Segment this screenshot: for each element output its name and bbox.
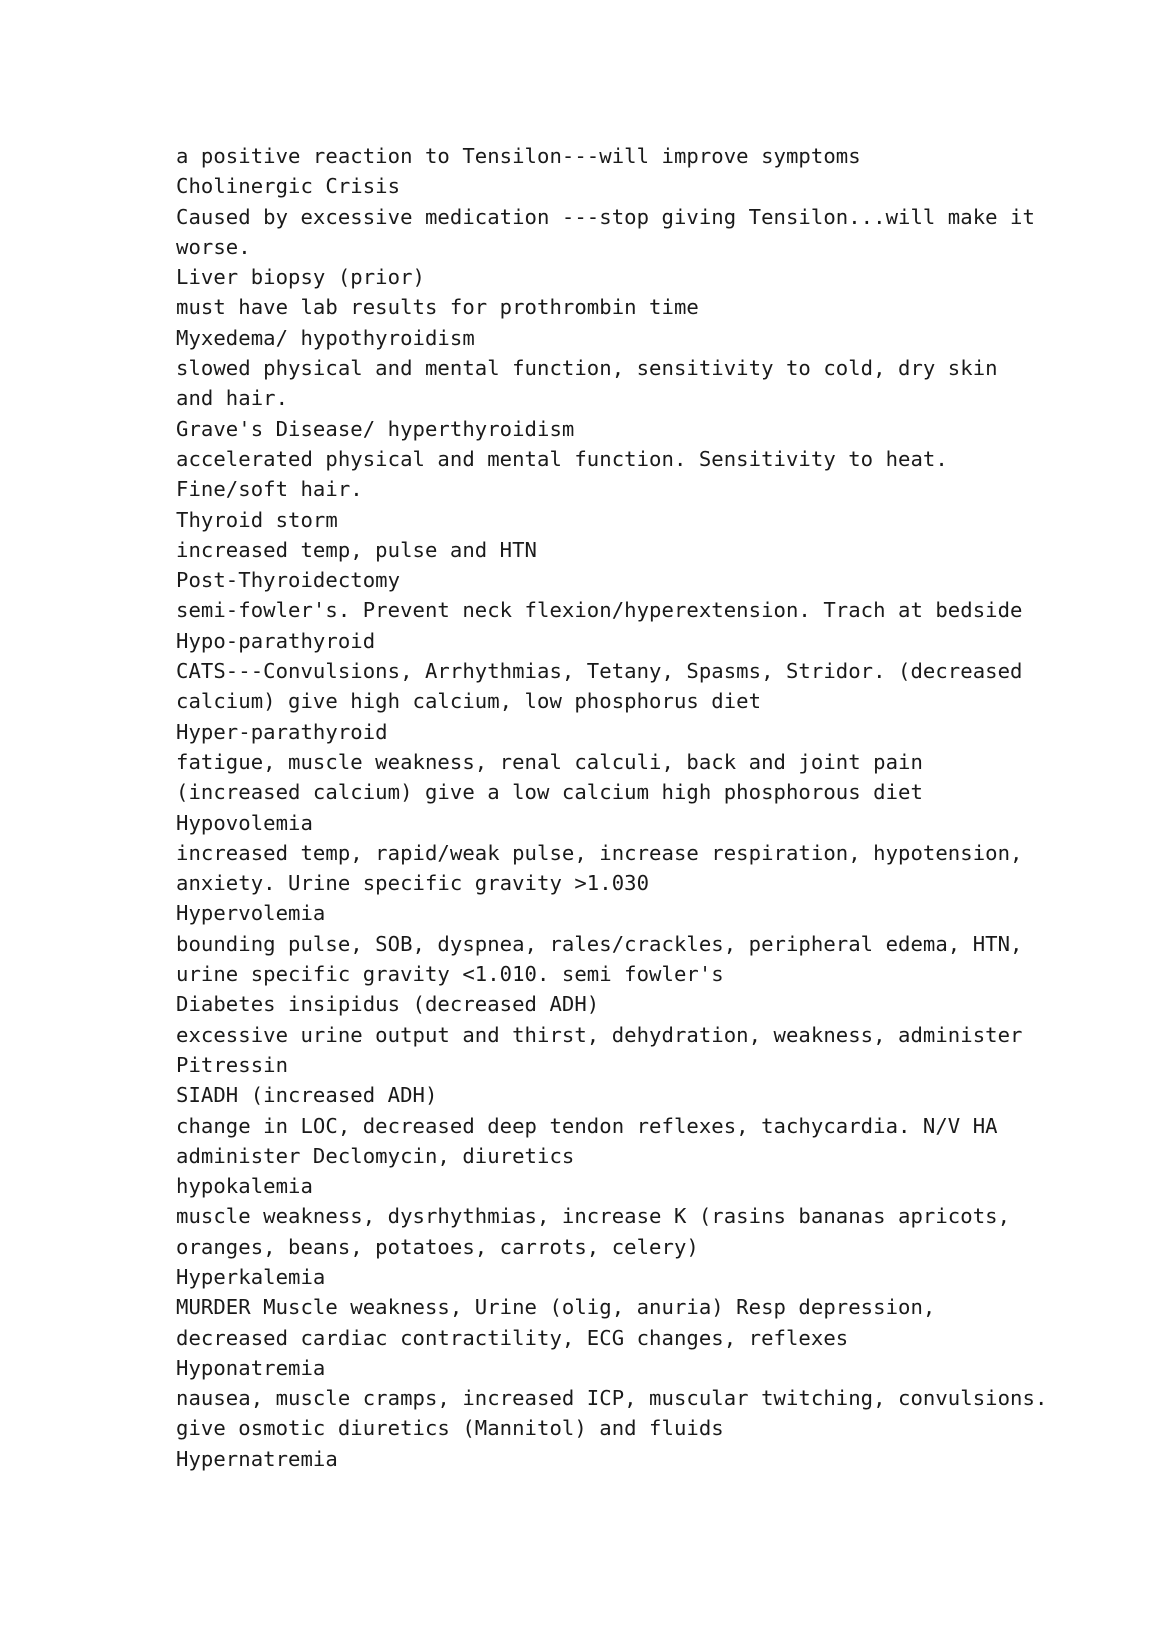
text-line: Thyroid storm — [176, 507, 338, 532]
text-line: Cholinergic Crisis — [176, 174, 401, 199]
text-line: Grave's Disease/ hyperthyroidism — [176, 416, 575, 441]
text-line: excessive urine output and thirst, dehydration, weakness, administer — [176, 1022, 1023, 1047]
text-line: give osmotic diuretics (Mannitol) and fluids — [176, 1416, 724, 1441]
text-line: Pitressin — [176, 1052, 289, 1077]
text-line: Post-Thyroidectomy — [176, 568, 401, 593]
text-line: decreased cardiac contractility, ECG changes, reflexes — [176, 1325, 849, 1350]
text-line: and hair. — [176, 386, 289, 411]
text-line: urine specific gravity <1.010. semi fowler's — [176, 962, 724, 987]
text-line: Hyponatremia — [176, 1355, 326, 1380]
text-line: Liver biopsy (prior) — [176, 265, 425, 290]
text-line: (increased calcium) give a low calcium high phosphorous diet — [176, 780, 923, 805]
text-line: bounding pulse, SOB, dyspnea, rales/crackles, peripheral edema, HTN, — [176, 931, 1023, 956]
text-line: oranges, beans, potatoes, carrots, celery) — [176, 1234, 699, 1259]
text-line: administer Declomycin, diuretics — [176, 1143, 575, 1168]
text-line: SIADH (increased ADH) — [176, 1083, 438, 1108]
text-line: nausea, muscle cramps, increased ICP, muscular twitching, convulsions. — [176, 1386, 1048, 1411]
text-line: worse. — [176, 234, 251, 259]
text-line: Caused by excessive medication ---stop giving Tensilon...will make it — [176, 204, 1035, 229]
text-line: Fine/soft hair. — [176, 477, 363, 502]
text-line: change in LOC, decreased deep tendon reflexes, tachycardia. N/V HA — [176, 1113, 998, 1138]
text-line: Hypervolemia — [176, 901, 326, 926]
text-line: anxiety. Urine specific gravity >1.030 — [176, 871, 650, 896]
text-line: slowed physical and mental function, sensitivity to cold, dry skin — [176, 356, 998, 381]
text-line: MURDER Muscle weakness, Urine (olig, anuria) Resp depression, — [176, 1295, 936, 1320]
text-line: must have lab results for prothrombin time — [176, 295, 699, 320]
text-line: Hyperkalemia — [176, 1264, 326, 1289]
text-line: accelerated physical and mental function. Sensitivity to heat. — [176, 446, 948, 471]
document-text — [176, 141, 1048, 1474]
text-line: Myxedema/ hypothyroidism — [176, 325, 475, 350]
text-line: Hypo-parathyroid — [176, 628, 376, 653]
text-line: muscle weakness, dysrhythmias, increase K (rasins bananas apricots, — [176, 1204, 1011, 1229]
text-line: calcium) give high calcium, low phosphorus diet — [176, 689, 762, 714]
text-line: fatigue, muscle weakness, renal calculi, back and joint pain — [176, 749, 923, 774]
text-line: semi-fowler's. Prevent neck flexion/hyperextension. Trach at bedside — [176, 598, 1023, 623]
text-line: increased temp, pulse and HTN — [176, 537, 538, 562]
text-line: Hypovolemia — [176, 810, 313, 835]
text-line: increased temp, rapid/weak pulse, increase respiration, hypotension, — [176, 840, 1023, 865]
text-line: a positive reaction to Tensilon---will improve symptoms — [176, 144, 861, 168]
text-line: Diabetes insipidus (decreased ADH) — [176, 992, 600, 1017]
text-line: Hyper-parathyroid — [176, 719, 388, 744]
text-line: Hypernatremia — [176, 1446, 338, 1471]
text-line: hypokalemia — [176, 1174, 313, 1199]
text-line: CATS---Convulsions, Arrhythmias, Tetany, Spasms, Stridor. (decreased — [176, 659, 1023, 684]
